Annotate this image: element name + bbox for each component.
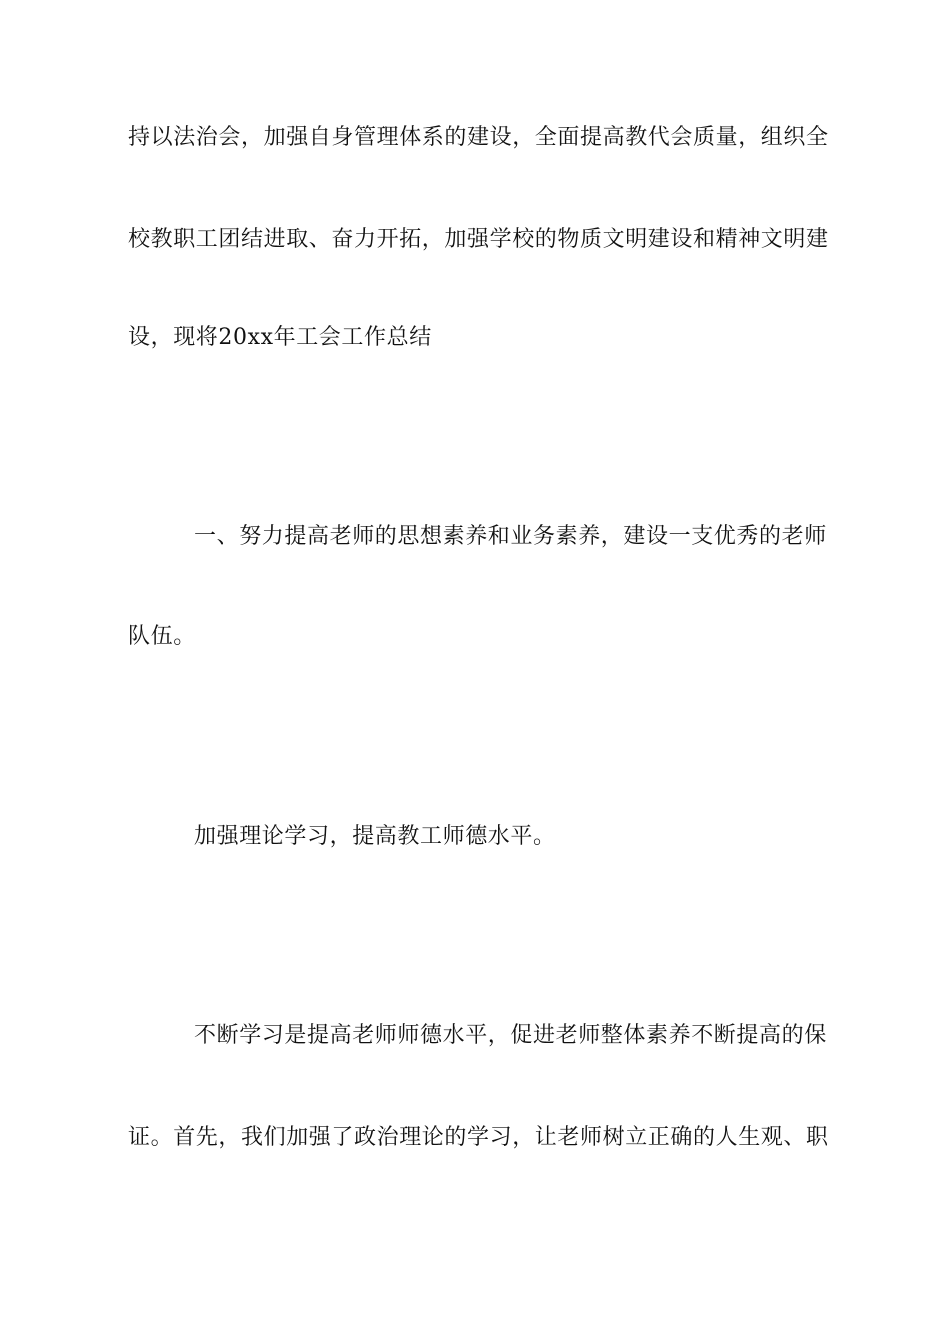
paragraph-line-1: 持以法治会，加强自身管理体系的建设，全面提高教代会质量，组织全 xyxy=(128,125,829,150)
body-paragraph-line-2: 证。首先，我们加强了政治理论的学习，让老师树立正确的人生观、职 xyxy=(128,1125,829,1150)
paragraph-line-3: 设，现将20xx年工会工作总结 xyxy=(128,325,432,350)
section-heading-line-1: 一、努力提高老师的思想素养和业务素养，建设一支优秀的老师 xyxy=(194,524,827,549)
body-paragraph-line-1: 不断学习是提高老师师德水平，促进老师整体素养不断提高的保 xyxy=(194,1023,827,1048)
paragraph-line-2: 校教职工团结进取、奋力开拓，加强学校的物质文明建设和精神文明建 xyxy=(128,227,829,252)
subheading: 加强理论学习，提高教工师德水平。 xyxy=(194,824,556,849)
section-heading-line-2: 队伍。 xyxy=(128,624,196,649)
